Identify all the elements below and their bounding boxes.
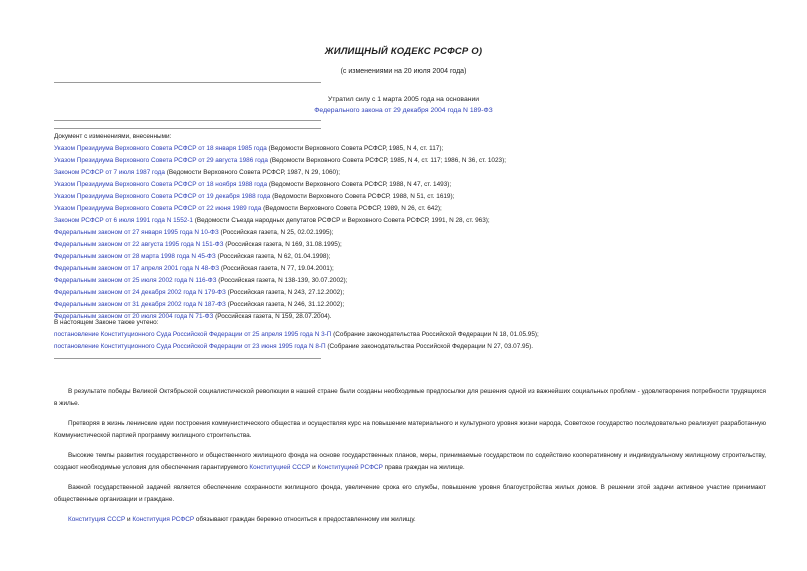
amendment-source: (Российская газета, N 62, 01.04.1998);	[215, 253, 331, 260]
preamble-paragraph-2: Претворяя в жизнь ленинские идеи построения коммунистического общества и осуществляя курс на повышение материального и культурного уровня жизни народа, Советское государство последовательно реализует разработанную Коммунистической партией программу жилищного строительства.	[54, 420, 766, 439]
list-item	[54, 275, 754, 287]
list-item	[54, 191, 754, 203]
amendment-link[interactable]: Федеральным законом от 25 июля 2002 года N 116-ФЗ	[54, 277, 217, 284]
constitution-rsfsr-link[interactable]: Конституция РСФСР	[132, 516, 195, 523]
list-item	[54, 167, 754, 179]
amendment-source: (Российская газета, N 77, 19.04.2001);	[219, 265, 334, 272]
amendment-link[interactable]: Законом РСФСР от 6 июля 1991 года N 1552-1	[54, 217, 193, 224]
list-item	[54, 251, 754, 263]
lost-force-link[interactable]: Федерального закона от 29 декабря 2004 года N 189-ФЗ	[314, 107, 493, 114]
paragraph-text: обязывают граждан бережно относиться к предоставленному им жилищу.	[194, 516, 416, 523]
court-ruling-source: (Собрание законодательства Российской Федерации N 18, 01.05.95);	[331, 331, 539, 338]
amendment-link[interactable]: Федеральным законом от 27 января 1995 года N 10-ФЗ	[54, 229, 219, 236]
list-item	[54, 287, 754, 299]
amendment-link[interactable]: Указом Президиума Верховного Совета РСФСР от 29 августа 1986 года	[54, 157, 268, 164]
list-item	[54, 299, 754, 311]
court-ruling-link[interactable]: постановление Конституционного Суда Российской Федерации от 25 апреля 1995 года N 3-П	[54, 331, 332, 338]
list-item	[54, 179, 754, 191]
accounted-block	[54, 317, 754, 353]
preamble-paragraph-3	[54, 450, 766, 474]
document-subtitle: (с изменениями на 20 июля 2004 года)	[340, 68, 467, 75]
list-item	[54, 155, 754, 167]
amendment-source: (Российская газета, N 159, 28.07.2004).	[213, 313, 332, 320]
divider	[54, 358, 321, 359]
court-ruling-source: (Собрание законодательства Российской Федерации N 27, 03.07.95).	[325, 343, 534, 350]
accounted-header: В настоящем Законе также учтено:	[54, 319, 159, 326]
list-item	[54, 239, 754, 251]
amendment-link[interactable]: Указом Президиума Верховного Совета РСФСР от 19 декабря 1988 года	[54, 193, 271, 200]
preamble-paragraph-5	[54, 514, 766, 526]
divider	[54, 312, 321, 313]
list-item	[54, 341, 754, 353]
constitution-ussr-link[interactable]: Конституция СССР	[68, 516, 126, 523]
amendment-link[interactable]: Федеральным законом от 28 марта 1998 года N 45-ФЗ	[54, 253, 216, 260]
divider	[54, 128, 321, 129]
lost-force-link-line	[0, 107, 807, 114]
court-ruling-link[interactable]: постановление Конституционного Суда Российской Федерации от 23 июня 1995 года N 8-П	[54, 343, 326, 350]
amendment-link[interactable]: Указом Президиума Верховного Совета РСФСР от 18 января 1985 года	[54, 145, 267, 152]
list-item	[54, 203, 754, 215]
amendments-header: Документ с изменениями, внесенными:	[54, 133, 172, 140]
amendment-source: (Ведомости Верховного Совета РСФСР, 1987, N 29, 1060);	[164, 169, 341, 176]
lost-force-text: Утратил силу с 1 марта 2005 года на основании	[327, 96, 480, 103]
amendment-link[interactable]: Указом Президиума Верховного Совета РСФСР от 18 ноября 1988 года	[54, 181, 268, 188]
amendment-source: (Ведомости Верховного Совета РСФСР, 1988, N 47, ст. 1493);	[267, 181, 452, 188]
amendment-link[interactable]: Указом Президиума Верховного Совета РСФСР от 22 июня 1989 года	[54, 205, 262, 212]
lost-force-note	[0, 96, 807, 103]
amendments-block	[54, 131, 754, 323]
amendment-source: (Российская газета, N 25, 02.02.1995);	[218, 229, 334, 236]
amendment-link[interactable]: Законом РСФСР от 7 июля 1987 года	[54, 169, 165, 176]
amendment-link[interactable]: Федеральным законом от 20 июля 2004 года N 71-ФЗ	[54, 313, 214, 320]
list-item	[54, 227, 754, 239]
amendment-source: (Ведомости Верховного Совета РСФСР, 1985, N 4, ст. 117; 1986, N 36, ст. 1023);	[267, 157, 506, 164]
divider	[54, 120, 321, 121]
list-item	[54, 263, 754, 275]
amendment-link[interactable]: Федеральным законом от 17 апреля 2001 года N 48-ФЗ	[54, 265, 220, 272]
paragraph-text: и	[125, 516, 133, 523]
amendment-link[interactable]: Федеральным законом от 22 августа 1995 года N 151-ФЗ	[54, 241, 224, 248]
amendment-link[interactable]: Федеральным законом от 24 декабря 2002 года N 179-ФЗ	[54, 289, 226, 296]
amendment-source: (Ведомости Верховного Совета РСФСР, 1985, N 4, ст. 117);	[266, 145, 444, 152]
amendment-source: (Российская газета, N 246, 31.12.2002);	[225, 301, 345, 308]
amendment-source: (Российская газета, N 243, 27.12.2002);	[225, 289, 345, 296]
list-item	[54, 143, 754, 155]
amendment-source: (Ведомости Съезда народных депутатов РСФСР и Верховного Совета РСФСР, 1991, N 28, ст. 963);	[192, 217, 490, 224]
document-title: ЖИЛИЩНЫЙ КОДЕКС РСФСР О)	[324, 46, 483, 57]
amendment-source: (Российская газета, N 138-139, 30.07.2002);	[216, 277, 348, 284]
list-item	[54, 329, 754, 341]
amendment-source: (Российская газета, N 169, 31.08.1995);	[223, 241, 342, 248]
amendment-source: (Ведомости Верховного Совета РСФСР, 1989, N 26, ст. 642);	[261, 205, 442, 212]
list-item	[54, 215, 754, 227]
constitution-rsfsr-link[interactable]: Конституцией РСФСР	[317, 464, 383, 471]
constitution-ussr-link[interactable]: Конституцией СССР	[249, 464, 311, 471]
divider	[54, 82, 321, 83]
preamble-paragraph-1: В результате победы Великой Октябрьской социалистической революции в нашей стране были созданы необходимые предпосылки для решения одной из важнейших социальных проблем - удовлетворения потребности трудящихся в жилье.	[54, 388, 766, 407]
amendment-link[interactable]: Федеральным законом от 31 декабря 2002 года N 187-ФЗ	[54, 301, 226, 308]
paragraph-text: и	[310, 464, 318, 471]
paragraph-text: Высокие темпы развития государственного и общественного жилищного фонда на основе государственных планов, меры, принимаемые государством по содействию кооперативному и индивидуальному жилищному строительству, создают необходимые условия для обеспечения гарантируемого	[54, 452, 766, 471]
paragraph-text: права граждан на жилище.	[382, 464, 465, 471]
amendment-source: (Ведомости Верховного Совета РСФСР, 1988, N 51, ст. 1619);	[270, 193, 455, 200]
preamble-paragraph-4: Важной государственной задачей является обеспечение сохранности жилищного фонда, увеличение срока его службы, повышение уровня благоустройства жилых домов. В решении этой задачи активное участие принимают общественные организации и граждане.	[54, 484, 766, 503]
